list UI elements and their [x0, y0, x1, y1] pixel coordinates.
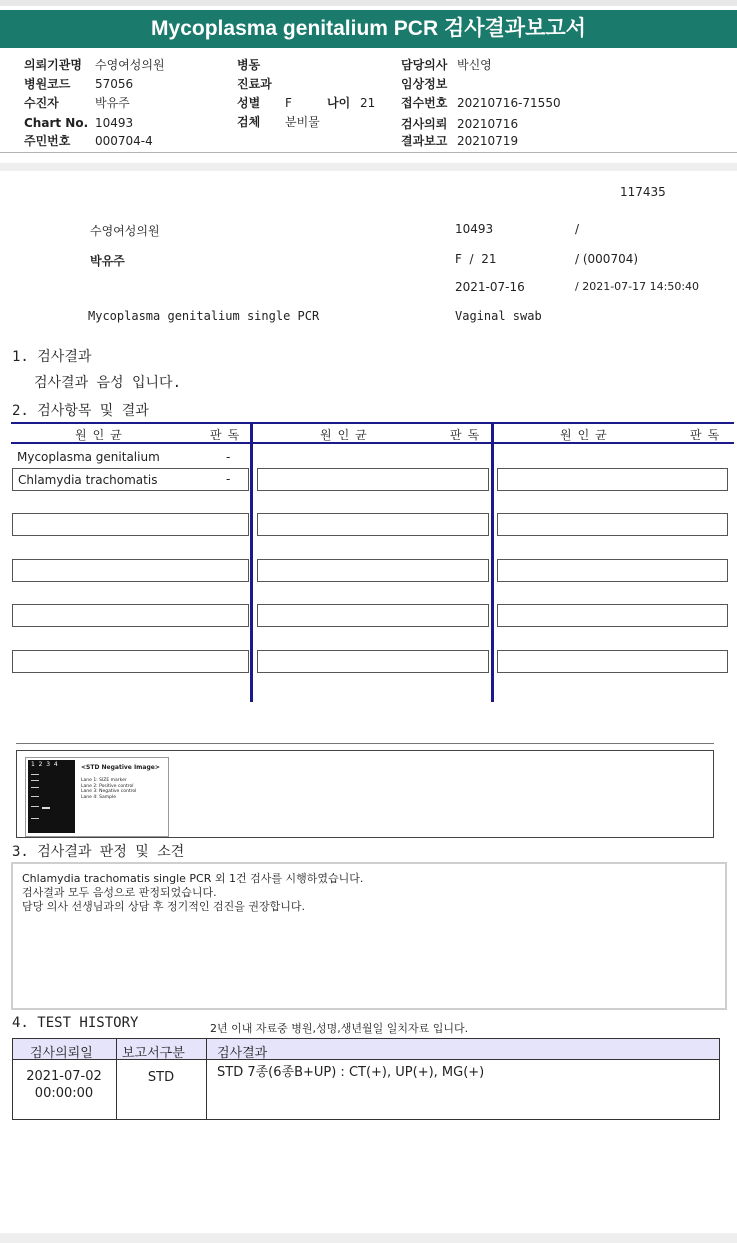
patient-row: 수진자 박유주	[24, 96, 130, 110]
col-organism-1: 원인균	[75, 428, 128, 442]
chart-slash: /	[575, 222, 580, 236]
section1-result: 검사결과 음성 입니다.	[34, 375, 182, 391]
gel-band	[31, 774, 39, 775]
table-cell	[257, 513, 489, 536]
report-datetime: / 2021-07-17 14:50:40	[575, 280, 700, 293]
collect-date: 2021-07-16	[455, 280, 525, 294]
chart-number: 10493	[455, 222, 494, 236]
table-cell	[497, 559, 728, 582]
gel-photo	[28, 760, 75, 833]
gel-image	[25, 757, 169, 837]
opinion-box	[11, 862, 727, 1010]
history-note: 2년 이내 자료중 병원,성명,생년월일 일치자료 입니다.	[210, 1022, 469, 1035]
table-cell	[12, 604, 249, 627]
top-strip	[0, 0, 737, 6]
bottom-strip	[0, 1233, 737, 1243]
table-top-rule	[11, 422, 734, 424]
table-cell	[257, 468, 489, 491]
report-title: Mycoplasma genitalium PCR 검사결과보고서	[0, 10, 737, 48]
ward-row: 병동	[237, 58, 261, 72]
header-gray-band	[0, 163, 737, 171]
gel-image-frame	[16, 750, 714, 838]
gel-band	[31, 818, 39, 819]
age-row: 나이 21	[327, 96, 376, 110]
opinion-text: Chlamydia trachomatis single PCR 외 1건 검사를 시행하였습니다. 검사결과 모두 음성으로 판정되었습니다. 담당 의사 선생님과의 상담 후 정기적인 검진을 권장합니다.	[22, 872, 364, 913]
col-judgment-2: 판독	[450, 428, 486, 442]
organism-result: -	[226, 472, 231, 486]
table-cell	[497, 604, 728, 627]
clinic-name: 수영여성의원	[90, 224, 160, 238]
section1-title: 1. 검사결과	[12, 349, 92, 365]
col-judgment-1: 판독	[210, 428, 246, 442]
test-name: Mycoplasma genitalium single PCR	[88, 309, 320, 323]
report-date-row: 결과보고 20210719	[401, 134, 519, 148]
table-divider-2	[491, 424, 494, 702]
request-row: 검사의뢰 20210716	[401, 117, 519, 131]
table-cell	[497, 468, 728, 491]
history-col-type: 보고서구분	[122, 1046, 185, 1061]
history-col-date: 검사의뢰일	[30, 1046, 93, 1061]
section3-title: 3. 검사결과 판정 및 소견	[12, 844, 185, 860]
table-cell	[12, 559, 249, 582]
history-type: STD	[147, 1070, 175, 1085]
rrn-row: 주민번호 000704-4	[24, 134, 153, 148]
dept-row: 진료과	[237, 77, 272, 91]
image-top-rule	[16, 743, 714, 744]
history-date: 2021-07-02 00:00:00	[26, 1069, 102, 1101]
doctor-row: 담당의사 박신영	[401, 58, 492, 72]
col-organism-3: 원인균	[560, 428, 613, 442]
history-result: STD 7종(6종B+UP) : CT(+), UP(+), MG(+)	[217, 1065, 485, 1080]
rrn-short: / (000704)	[575, 252, 639, 266]
report-id: 117435	[620, 185, 666, 199]
section2-title: 2. 검사항목 및 결과	[12, 403, 149, 419]
lane-numbers: 1 2 3 4	[31, 761, 58, 768]
table-cell	[257, 650, 489, 673]
table-cell	[12, 650, 249, 673]
history-right-border	[719, 1060, 720, 1120]
table-cell	[497, 650, 728, 673]
table-cell	[12, 468, 249, 491]
history-header	[12, 1038, 720, 1060]
history-col-result: 검사결과	[217, 1046, 268, 1061]
specimen-type: Vaginal swab	[455, 309, 542, 323]
history-divider-2	[206, 1038, 207, 1120]
gel-band	[31, 780, 39, 781]
hospcode-row: 병원코드 57056	[24, 77, 134, 91]
organism-result: -	[226, 450, 231, 464]
specimen-row: 검체 분비물	[237, 115, 320, 129]
organism-name: Chlamydia trachomatis	[18, 473, 158, 487]
reception-row: 접수번호 20210716-71550	[401, 96, 561, 110]
table-divider-1	[250, 424, 253, 702]
gel-band	[31, 806, 39, 807]
sex-row: 성별 F	[237, 96, 292, 110]
table-cell	[12, 513, 249, 536]
section4-title: 4. TEST HISTORY	[12, 1015, 139, 1031]
organism-name: Mycoplasma genitalium	[17, 450, 160, 464]
header-divider	[0, 152, 737, 153]
gel-band	[31, 787, 39, 788]
gel-caption: Lane 1: SIZE marker Lane 2: Positive control Lane 3: Negative control Lane 4: Sample	[81, 778, 137, 800]
patient-name: 박유주	[90, 254, 125, 268]
chart-row: Chart No. 10493	[24, 116, 134, 130]
history-bottom-border	[12, 1119, 720, 1120]
gel-band	[31, 796, 39, 797]
gel-caption-title: <STD Negative Image>	[81, 764, 160, 771]
table-cell	[257, 604, 489, 627]
table-cell	[257, 559, 489, 582]
institution-row: 의뢰기관명 수영여성의원	[24, 58, 165, 72]
sex-age: F / 21	[455, 252, 497, 266]
col-organism-2: 원인균	[320, 428, 373, 442]
col-judgment-3: 판독	[690, 428, 726, 442]
table-cell	[497, 513, 728, 536]
gel-band	[42, 807, 50, 809]
clinical-row: 임상정보	[401, 77, 448, 91]
